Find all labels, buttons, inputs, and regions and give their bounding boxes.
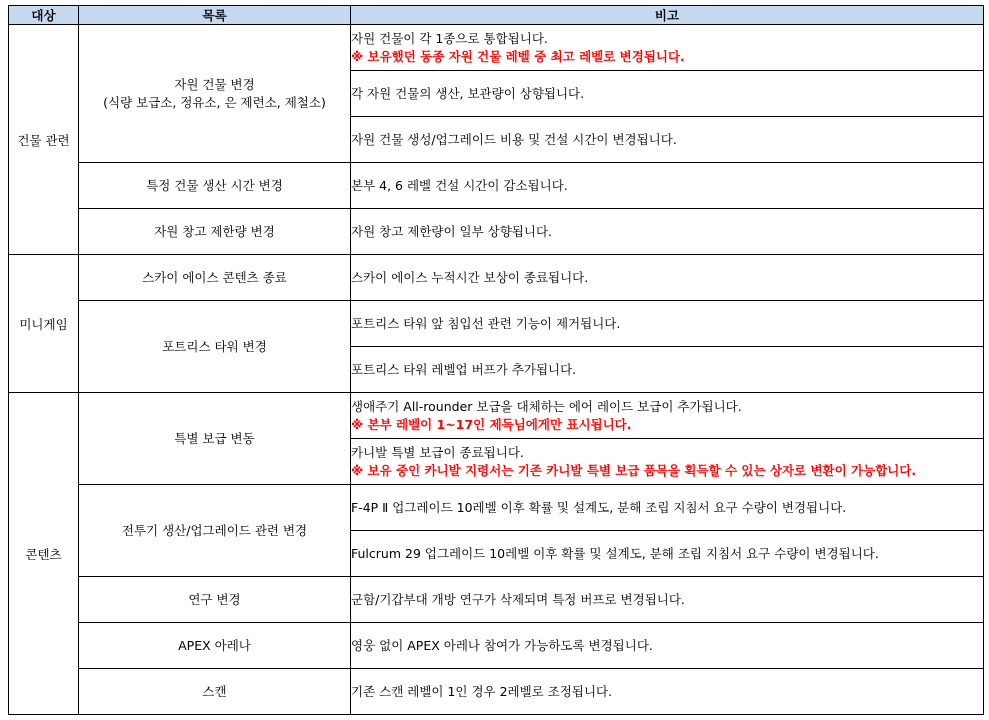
header-item: 목록: [79, 6, 351, 25]
note-warning: ※ 본부 레벨이 1~17인 제독님에게만 표시됩니다.: [351, 416, 632, 432]
item-special-supply: 특별 보급 변동: [79, 393, 351, 485]
note-cell: 자원 창고 제한량이 일부 상향됩니다.: [351, 209, 984, 255]
note-text: 카니발 특별 보급이 종료됩니다.: [351, 444, 524, 460]
note-cell: [351, 393, 984, 439]
table-row: [9, 209, 984, 255]
item-resource-building-change: [79, 25, 351, 163]
item-subtitle: (식량 보급소, 정유소, 은 제련소, 제철소): [103, 94, 326, 110]
table-row: [9, 669, 984, 715]
note-cell: 각 자원 건물의 생산, 보관량이 상향됩니다.: [351, 71, 984, 117]
header-target: 대상: [9, 6, 79, 25]
table-row: [9, 485, 984, 531]
note-cell: 스카이 에이스 누적시간 보상이 종료됩니다.: [351, 255, 984, 301]
note-cell: 군함/기갑부대 개방 연구가 삭제되며 특정 버프로 변경됩니다.: [351, 577, 984, 623]
note-cell: F-4P Ⅱ 업그레이드 10레벨 이후 확률 및 설계도, 분해 조립 지침서 요구 수량이 변경됩니다.: [351, 485, 984, 531]
target-minigame: 미니게임: [9, 255, 79, 393]
item-research-change: 연구 변경: [79, 577, 351, 623]
note-warning: ※ 보유 중인 카니발 지령서는 기존 카니발 특별 보급 품목을 획득할 수 있는 상자로 변환이 가능합니다.: [351, 462, 917, 478]
note-cell: 영웅 없이 APEX 아레나 참여가 가능하도록 변경됩니다.: [351, 623, 984, 669]
item-apex-arena: APEX 아레나: [79, 623, 351, 669]
note-cell: 포트리스 타워 레벨업 버프가 추가됩니다.: [351, 347, 984, 393]
table-row: [9, 301, 984, 347]
note-cell: 포트리스 타워 앞 침입선 관련 기능이 제거됩니다.: [351, 301, 984, 347]
header-row: [9, 6, 984, 25]
target-content: 콘텐츠: [9, 393, 79, 715]
header-note: 비고: [351, 6, 984, 25]
table-row: [9, 577, 984, 623]
patch-notes-table: [8, 5, 984, 715]
item-storage-limit: 자원 창고 제한량 변경: [79, 209, 351, 255]
item-title: 자원 건물 변경: [174, 76, 255, 92]
item-scan: 스캔: [79, 669, 351, 715]
note-text: 자원 건물이 각 1종으로 통합됩니다.: [351, 30, 548, 46]
note-warning: ※ 보유했던 동종 자원 건물 레벨 중 최고 레벨로 변경됩니다.: [351, 48, 685, 64]
note-cell: 본부 4, 6 레벨 건설 시간이 감소됩니다.: [351, 163, 984, 209]
target-building: 건물 관련: [9, 25, 79, 255]
item-production-time: 특정 건물 생산 시간 변경: [79, 163, 351, 209]
item-fighter-change: 전투기 생산/업그레이드 관련 변경: [79, 485, 351, 577]
item-fortress-tower: 포트리스 타워 변경: [79, 301, 351, 393]
note-cell: 자원 건물 생성/업그레이드 비용 및 건설 시간이 변경됩니다.: [351, 117, 984, 163]
table-row: [9, 255, 984, 301]
note-cell: [351, 25, 984, 71]
table-row: [9, 163, 984, 209]
item-sky-ace: 스카이 에이스 콘텐츠 종료: [79, 255, 351, 301]
table-row: [9, 393, 984, 439]
note-cell: Fulcrum 29 업그레이드 10레벨 이후 확률 및 설계도, 분해 조립 지침서 요구 수량이 변경됩니다.: [351, 531, 984, 577]
table-row: [9, 25, 984, 71]
table-row: [9, 623, 984, 669]
note-cell: 기존 스캔 레벨이 1인 경우 2레벨로 조정됩니다.: [351, 669, 984, 715]
note-cell: [351, 439, 984, 485]
note-text: 생애주기 All-rounder 보급을 대체하는 에어 레이드 보급이 추가됩니다.: [351, 398, 742, 414]
